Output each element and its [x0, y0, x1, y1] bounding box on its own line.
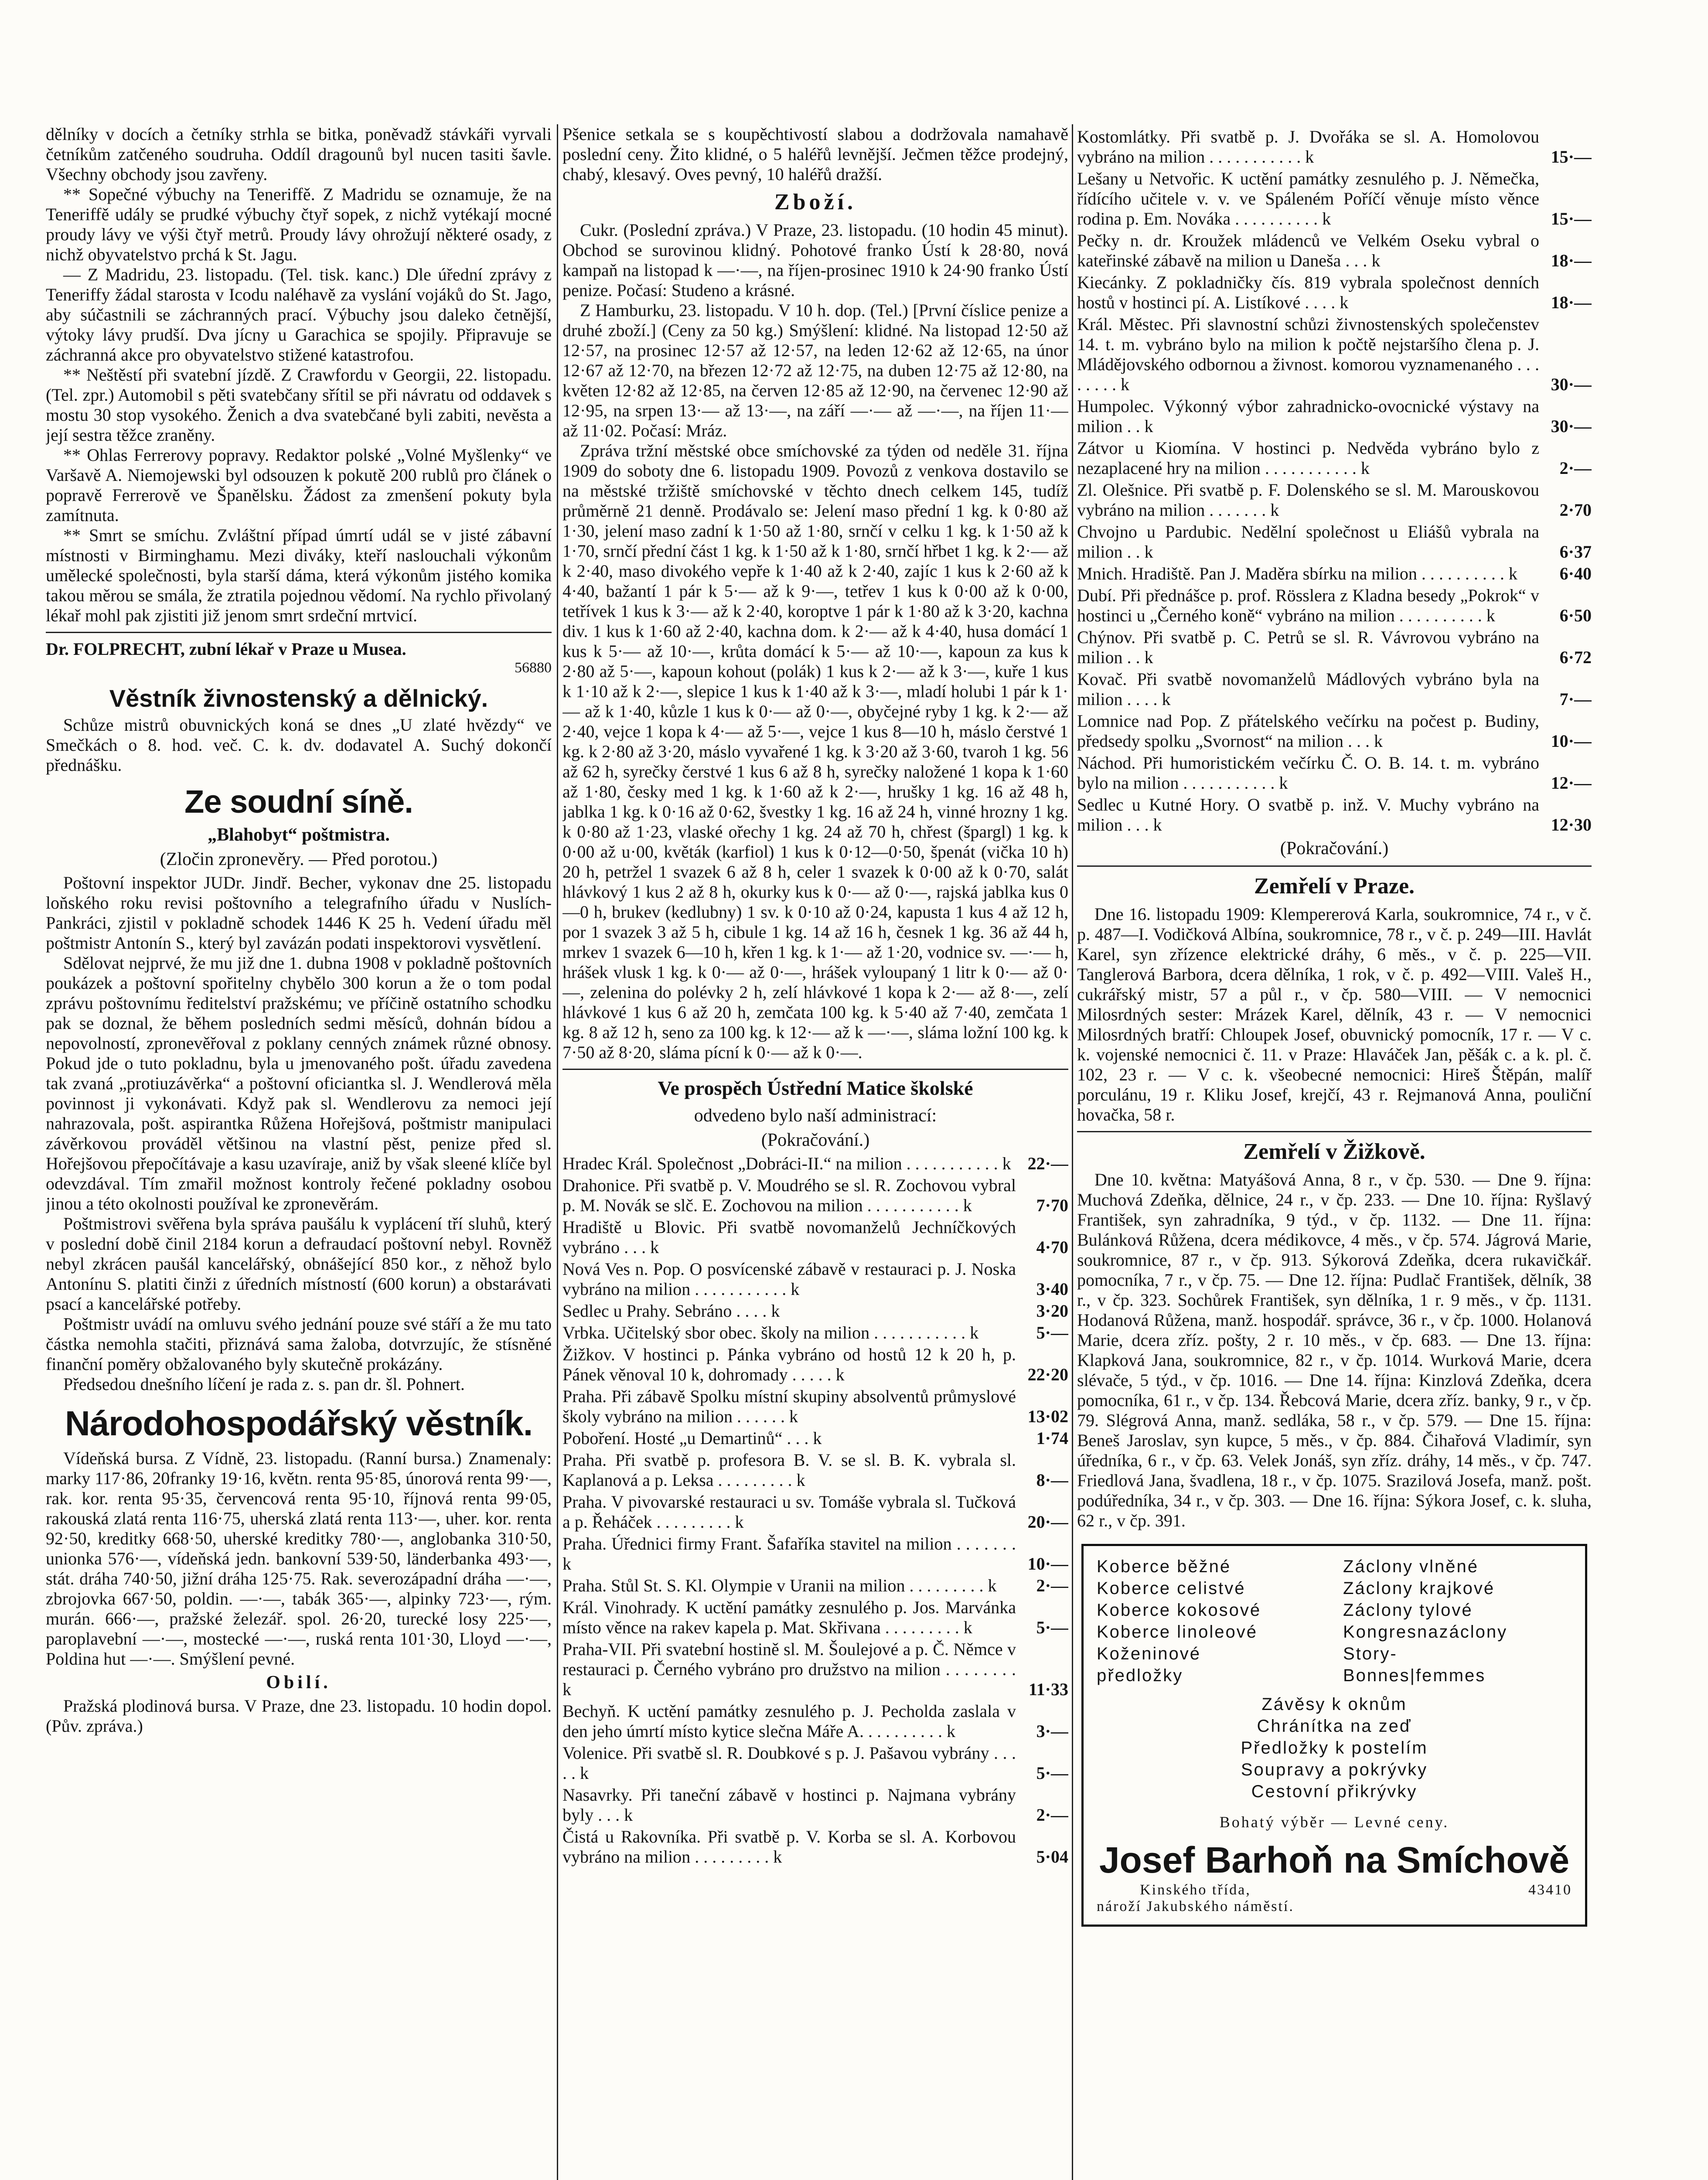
vestnik-paragraph: Schůze mistrů obuvnických koná se dnes „U zlaté hvězdy“ ve Smečkách o 8. hod. več. C. k. dv. dodavatel A. Suchý dokončí přednášku. [46, 715, 552, 775]
gift-text: Chýnov. Při svatbě p. C. Petrů se sl. R. Vávrovou vybráno na milion . . k [1077, 627, 1539, 667]
column-3 [1077, 124, 1592, 2180]
gift-amount: 6·40 [1559, 564, 1592, 583]
market-paragraph: Z Hamburku, 23. listopadu. V 10 h. dop. (Tel.) [První číslice penize a druhé zboží.] (Ceny za 50 kg.) Smýšlení: klidné. Na listopad 12·50 až 12·57, na prosinec 12·57 až 12·57, na leden 12·62 až 12·65, na únor 12·67 až 12·70, na březen 12·72 až 12·75, na duben 12·75 až 12·80, na květen 12·82 až 12·85, na červen 12·85 až 12·90, na červenec 12·90 až 12·95, na srpen 13·— až 13·—, na září —·— až —·—, na říjen 11·— až 11·02. Počasí: Mráz. [563, 300, 1068, 440]
court-paragraph: Poštovní inspektor JUDr. Jindř. Becher, vykonav dne 25. listopadu loňského roku revisi poštovního a telegrafního úřadu v Nuslích-Pankráci, zjistil v pokladně schodek 1446 K 25 h. Vedení úřadu měl poštmistr Antonín S., který byl zavázán podati inspektorovi vysvětlení. [46, 873, 552, 953]
gift-entry [563, 1534, 1068, 1574]
gift-amount: 2·70 [1559, 500, 1592, 520]
gift-amount: 18·— [1551, 251, 1592, 270]
carpet-advertisement [1081, 1544, 1587, 1927]
gift-text: Zl. Olešnice. Při svatbě p. F. Dolenského se sl. M. Marouskovou vybráno na milion . . . . . . . k [1077, 480, 1539, 520]
gift-text: Poboření. Hosté „u Demartinů“ . . . k [563, 1428, 822, 1448]
gift-text: Lomnice nad Pop. Z přátelského večírku na počest p. Budiny, předsedy spolku „Svornost“ na milion . . . k [1077, 711, 1539, 751]
ad-merchant-name: Josef Barhoň na Smíchově [1099, 1839, 1570, 1880]
deaths-paragraph: Dne 16. listopadu 1909: Klempererová Karla, soukromnice, 74 r., v č. p. 487—I. Vodičková Albína, soukromnice, 78 r., v č. p. 249—III. Havlát Karel, syn zřízence elektrické dráhy, 6 měs., v č. p. 225—VII. Tanglerová Barbora, dcera dělníka, 1 rok, v č. p. 492—VIII. Valeš H., cukrářský mistr, 57 a půl r., v čp. 580—VIII. — V nemocnici Milosrdných sester: Mrázek Karel, dělník, 43 r. — V nemocnici Milosrdných bratří: Chloupek Josef, obuvnický pomocník, 17 r. — V c. k. vojenské nemocnici č. 11. v Praze: Hlaváček Jan, pěšák c. a k. pl. č. 102, 23 r. — V c. k. všeobecné nemocnici: Hireš Štěpán, malíř porculánu, 19 r. Kliku Josef, krejčí, 43 r. Rejmanová Anna, pouliční hovačka, 58 r. [1077, 904, 1592, 1124]
column-rule-2 [1072, 124, 1073, 2180]
gift-entry [1077, 169, 1592, 229]
gift-amount: 3·— [1036, 1721, 1068, 1741]
column-rule-1 [557, 124, 558, 2180]
gift-amount: 7·70 [1036, 1196, 1068, 1215]
gift-entry [563, 1154, 1068, 1174]
gift-amount: 4·70 [1036, 1237, 1068, 1257]
gift-entry [1077, 314, 1592, 395]
court-subtitle: „Blahobyt“ poštmistra. [208, 825, 390, 845]
gift-amount: 6·37 [1559, 542, 1592, 562]
gift-amount: 8·— [1036, 1470, 1068, 1490]
gift-entry [563, 1827, 1068, 1867]
news-paragraph: ** Neštěstí při svatební jízdě. Z Crawfordu v Georgii, 22. listopadu. (Tel. zpr.) Automobil s pěti svatebčany sřítil se při návratu od oddavek s mostu 30 stop vysokého. Ženich a dva svatebčané byli zabiti, nevěsta a její sestra těžce zraněny. [46, 365, 552, 445]
ad-center-list: Závěsy k oknům Chránítka na zeď Předložky k postelím Soupravy a pokrývky Cestovní přikrývky [1241, 1695, 1428, 1801]
gift-amount: 12·— [1551, 773, 1592, 793]
gift-text: Kiecánky. Z pokladničky čís. 819 vybrala společnost denních hostů v hostinci pí. A. Listíkové . . . . k [1077, 272, 1539, 312]
column-2 [563, 124, 1068, 2180]
gift-text: Praha. V pivovarské restauraci u sv. Tomáše vybrala sl. Tučková a p. Řeháček . . . . . . . . . k [563, 1492, 1016, 1532]
gift-entry [1077, 480, 1592, 520]
gift-amount: 5·— [1036, 1618, 1068, 1637]
gift-entry [563, 1428, 1068, 1448]
economy-paragraph: Vídeňská bursa. Z Vídně, 23. listopadu. (Ranní bursa.) Znamenaly: marky 117·86, 20franky 19·16, květn. renta 95·85, únorová renta 99·—, rak. kor. renta 95·35, červencová renta 95·10, říjnová renta 99·05, rakouská zlatá renta 116·75, uherská zlatá renta 113·—, uher. kor. renta 92·50, kreditky 668·50, uherské kreditky 780·—, anglobanka 310·50, unionka 576·—, vídeňská jedn. bankovní 539·50, länderbanka 493·—, stát. dráha 740·50, jižní dráha 125·75. Rak. severozápadní dráha —·—, zbrojovka 667·50, poldin. —·—, tabák 365·—, alpinky 723·—, rým. murán. 666·—, pražské železář. spol. 26·20, turecké losy 225·—, paroplavební —·—, mostecké —·—, ruská renta 101·30, Lloyd —·—, Poldina hut —·—. Smýšlení pevné. [46, 1448, 552, 1669]
court-paragraph: Poštmistrovi svěřena byla správa paušálu k vyplácení tří sluhů, který v poslední době činil 2184 korun a defraudací poštovní nebyl. Rovněž nebyl zkrácen paušál kancelářský, obnášející 850 kor., z něhož bylo Antonínu S. platiti činži z úředních místností (600 korun) a obstarávati psací a kancelářské potřeby. [46, 1214, 552, 1314]
gift-entry [563, 1576, 1068, 1596]
gift-text: Náchod. Při humoristickém večírku Č. O. B. 14. t. m. vybráno bylo na milion . . . . . . . . . . . k [1077, 753, 1539, 793]
gift-amount: 11·33 [1028, 1679, 1068, 1699]
collection-subtitle-2: (Pokračování.) [761, 1130, 870, 1150]
gift-amount: 18·— [1551, 293, 1592, 312]
gift-text: Čistá u Rakovníka. Při svatbě p. V. Korba se sl. A. Korbovou vybráno na milion . . . . . . . . . k [563, 1827, 1016, 1867]
gift-text: Praha. Stůl St. S. Kl. Olympie v Uranii na milion . . . . . . . . . k [563, 1576, 997, 1595]
market-paragraph: Pšenice setkala se s koupěchtivostí slabou a dodržovala namahavě poslední ceny. Žito klidné, o 5 haléřů levnější. Ječmen těžce prodejný, chabý, klesavý. Oves pevný, 10 haléřů dražší. [563, 124, 1068, 184]
deaths-zizkov-title: Zemřelí v Žižkově. [1243, 1139, 1425, 1164]
gift-amount: 2·— [1036, 1805, 1068, 1825]
gift-text: Hradec Král. Společnost „Dobráci-II.“ na milion . . . . . . . . . . . k [563, 1154, 1011, 1173]
gift-text: Hradiště u Blovic. Při svatbě novomanželů Jechníčkových vybráno . . . k [563, 1217, 1016, 1257]
gift-entry [1077, 522, 1592, 562]
deaths-paragraph: Dne 10. května: Matyášová Anna, 8 r., v čp. 530. — Dne 9. října: Muchová Zdeňka, dělnice, 24 r., v čp. 233. — Dne 10. října: Ryšlavý František, syn zahradníka, 9 týd., v čp. 1132. — Dne 11. října: Bulánková Růžena, dcera médikovce, 4 měs., v čp. 574. Jágrová Marie, soukromnice, 87 r., v čp. 913. Sýkorová Zdeňka, dcera rukavičkář. pomocníka, 7 r., v čp. 75. — Dne 12. října: Pudlač František, dělník, 38 r., v čp. 323. Sochůrek František, syn dělníka, 1 r. 9 měs., v čp. 1131. Hodanová Růžena, manž. hospodář. správce, 36 r., v čp. 1000. Holanová Marie, dcera zříz. pošty, 2 r. 10 měs., v čp. 683. — Dne 13. října: Klapková Jana, soukromnice, 82 r., v čp. 1014. Wurková Marie, dcera slévače, 5 týd., v čp. 1016. — Dne 14. října: Kinzlová Zdeňka, dcera pomocníka, 61 r., v čp. 134. Řebcová Marie, dcera zříz. banky, 9 r., v čp. 79. Slégrová Anna, manž. sedláka, 58 r., v čp. 579. — Dne 15. října: Beneš Jaroslav, syn kupce, 5 měs., v čp. 884. Čihařová Vladimír, syn úředníka, 6 r., v čp. 63. Velek Jonáš, syn zříz. dráhy, 14 měs., v čp. 747. Friedlová Jana, švadlena, 18 r., v čp. 1075. Srazilová Josefa, manž. pošt. podúředníka, 34 r., v čp. 303. — Dne 16. října: Sýkora Josef, c. k. sluha, 62 r., v čp. 391. [1077, 1170, 1592, 1530]
collection-subtitle: odvedeno bylo naší administrací: [694, 1106, 937, 1126]
collection-title: Ve prospěch Ústřední Matice školské [658, 1077, 973, 1099]
news-paragraph: dělníky v docích a četníky strhla se bitka, poněvadž stávkáři vyrvali četníkům zatčeného soudruha. Oddíl dragounů byl nucen tasiti šavle. Všechny obchody jsou zavřeny. [46, 124, 552, 184]
gift-text: Zátvor u Kiomína. V hostinci p. Nedvěda vybráno bylo z nezaplacené hry na milion . . . . . . . . . . . k [1077, 438, 1539, 478]
gift-amount: 13·02 [1027, 1407, 1068, 1426]
gift-entry [1077, 753, 1592, 793]
gift-entry [563, 1785, 1068, 1825]
dentist-ad: Dr. FOLPRECHT, zubní lékař v Praze u Musea. [46, 639, 406, 659]
economy-paragraph: Pražská plodinová bursa. V Praze, dne 23. listopadu. 10 hodin dopol. (Pův. zpráva.) [46, 1696, 552, 1736]
deaths-praha-title: Zemřelí v Praze. [1254, 874, 1415, 899]
gift-entry [563, 1492, 1068, 1532]
gift-amount: 6·72 [1559, 647, 1592, 667]
gift-amount: 12·30 [1551, 815, 1592, 835]
market-paragraph: Zpráva tržní městské obce smíchovské za týden od neděle 31. října 1909 do soboty dne 6. listopadu 1909. Povozů z venkova dostavilo se na městské tržiště smíchovské v těchto dnech celkem 145, tudíž průměrně 21 denně. Prodávalo se: Jelení maso přední 1 kg. k 0·80 až 1·30, jelení maso zadní k 1·50 až 1·80, srnčí v celku 1 kg. k 1·50 až k 1·70, srnčí přední část 1 kg. k 1·50 až k 1·80, srnčí hřbet 1 kg. k 2·— až k 2·40, maso divokého vepře k 1·40 až k 2·40, zajíc 1 kus k 2·60 až k 4·40, bažantí 1 pár k 5·— až k 9·—, tetřev 1 kus k 0·00 až k 0·00, tetřívek 1 kus k 3·— až k 2·40, koroptve 1 pár k 1·80 až k 3·20, kachna div. 1 kus k 1·60 až 2·40, kachna dom. k 2·— až k 4·40, husa domácí 1 kus k 5·— až 10·—, krůta domácí k 5·— až 10·—, kapoun za kus k 2·80 až 5·—, kapoun kohout (polák) 1 kus k 2·— až k 3·—, kuře 1 kus k 1·10 až k 2·—, slepice 1 kus k 1·40 až k 3·—, mladí holubi 1 pár k 1·— až k 1·40, kůzle 1 kus k 0·— až 0·—, obyčejné ryby 1 kg. k 2·— až 2·40, vejce 1 kopa k 4·— až 5·—, vejce 1 kus 8—10 h, máslo čerstvé 1 kg. k 2·80 až 3·20, máslo vyvařené 1 kg. k 3·20 až 3·60, tvaroh 1 kg. 56 až 62 h, syrečky čerstvé 1 kus 6 až 8 h, syrečky naložené 1 kopa k 1·60 až 1·80, česky med 1 kg. k 1·60 až k 2·—, hrušky 1 kg. 16 až 48 h, jablka 1 kg. k 0·16 až 0·62, švestky 1 kg. 16 až 24 h, vinné hrozny 1 kg. k 0·80 až 1·23, vlaské ořechy 1 kg. 24 až 70 h, chřest (špargl) 1 kg. k 0·00 až u·00, květák (karfiol) 1 kus k 0·12—0·50, špenát (vička 10 h) 20 h, petržel 1 svazek 6 až 8 h, celer 1 svazek k 0·00 až k 0·70, salát hlávkový 1 kus 2 až 8 h, okurky kus k 0·— až 0·—, rajská jablka kus 0—0 h, brukev (kedlubny) 1 sv. k 0·10 až 0·24, kapusta 1 kus 4 až 12 h, por 1 svazek 3 až 5 h, cibule 1 kg. 14 až 16 h, česnek 1 kg. 36 až 44 h, mrkev 1 svazek 6—10 h, křen 1 kg. k 1·— až 1·20, vodnice sv. —·— h, hrášek vlusk 1 kg. k 0·— až 0·—, hrášek vyloupaný 1 litr k 0·— až 0·—, zelenina do polévky 2 h, zelí hlávkové 1 kopa k 2·— až 8·—, zelí hlávkové 1 kus 6 až 20 h, zemčata 100 kg. k 5·40 až 7·40, zemčata 1 kg. 8 až 12 h, seno za 100 kg. k 12·— až k —·—, sláma ložní 100 kg. k 7·50 až 8·20, sláma pícní k 0·— až k 0·—. [563, 441, 1068, 1062]
gift-text: Bechyň. K uctění památky zesnulého p. J. Pecholda zaslala v den jeho úmrtí místo kytice slečna Máře A. . . . . . . . . . k [563, 1701, 1016, 1741]
gift-entry [1077, 127, 1592, 167]
gift-text: Kostomlátky. Při svatbě p. J. Dvořáka se sl. A. Homolovou vybráno na milion . . . . . . . . . . . k [1077, 127, 1539, 167]
gift-amount: 10·— [1027, 1554, 1068, 1574]
gift-text: Sedlec u Kutné Hory. O svatbě p. inž. V. Muchy vybráno na milion . . . k [1077, 795, 1539, 835]
gift-entry [563, 1217, 1068, 1257]
gift-amount: 2·— [1036, 1576, 1068, 1595]
divider [46, 632, 552, 633]
gift-text: Drahonice. Při svatbě p. V. Moudrého se sl. R. Zochovou vybral p. M. Novák se slč. E. Zochovou na milion . . . . . . . . . . . k [563, 1175, 1016, 1215]
gift-text: Vrbka. Učitelský sbor obec. školy na milion . . . . . . . . . . . k [563, 1323, 979, 1342]
section-title-economy: Národohospodářský věstník. [65, 1404, 533, 1443]
gift-list [563, 1154, 1068, 1867]
court-subtitle-2: (Zločin zpronevěry. — Před porotou.) [160, 849, 438, 869]
gift-text: Král. Vinohrady. K uctění památky zesnulého p. Jos. Marvánka místo věnce na rakev kapela p. Mat. Skřivana . . . . . . . . . k [563, 1598, 1016, 1637]
gift-text: Pečky n. dr. Kroužek mládenců ve Velkém Oseku vybral o kateřinské zábavě na milion u Daneša . . . k [1077, 231, 1539, 270]
gift-entry [563, 1259, 1068, 1299]
news-paragraph: — Z Madridu, 23. listopadu. (Tel. tisk. kanc.) Dle úřední zprávy z Teneriffy žádal starosta v Icodu naléhavě za vyslání vojáků do St. Jago, aby súčastnili se záchranných prací. Výbuchy jsou daleko četnější, výtoky lávy prudší. Dva jícny u Garachica se spojily. Připravuje se záchranná akce pro obyvatelstvo stižené katastrofou. [46, 265, 552, 364]
column-1 [46, 124, 552, 2180]
ad-left-list: Koberce běžné Koberce celistvé Koberce kokosové Koberce linoleové Koženinové předložky [1097, 1557, 1261, 1685]
news-paragraph: ** Sopečné výbuchy na Teneriffě. Z Madridu se oznamuje, že na Teneriffě udály se prudké výbuchy čtyř sopek, z nichž vytékají mocné proudy lávy ve výši čtyř metrů. Proudy lávy ohrožují některé osady, z nichž obyvatelstvo prchá k St. Jagu. [46, 184, 552, 264]
gift-entry [1077, 586, 1592, 626]
ad-right-list: Záclony vlněné Záclony krajkové Záclony tylové Kongresnazáclony Story- Bonnes|femmes [1343, 1557, 1508, 1685]
gift-text: Praha. Při zábavě Spolku místní skupiny absolventů průmyslové školy vybráno na milion . . . . . . k [563, 1386, 1016, 1426]
gift-amount: 2·— [1559, 458, 1592, 478]
gift-entry [563, 1301, 1068, 1321]
news-paragraph: ** Smrt se smíchu. Zvláštní případ úmrtí udál se v jisté zábavní místnosti v Birminghamu. Mezi diváky, kteří naslouchali výkonům umělecké společnosti, byla starší dáma, která výkonům jistého komika takou měrou se smála, že ztratila pojednou vědomí. Na rychlo přivolaný lékař mohl pak zjistiti již jenom smrt srdeční mrtvicí. [46, 525, 552, 625]
court-paragraph: Poštmistr uvádí na omluvu svého jednání pouze své stáří a že mu tato částka nemohla stačiti, přiznává sama žaloba, dotvrzujíc, že stísněné finanční poměry obžalovaného byly skutečně prokázány. [46, 1314, 552, 1374]
goods-heading: Zboží. [774, 190, 857, 215]
gift-text: Lešany u Netvořic. K uctění památky zesnulého p. J. Němečka, řídícího učitele v. v. ve Spáleném Poříčí věnuje místo věnce rodina p. Em. Nováka . . . . . . . . . . k [1077, 169, 1539, 228]
gift-entry [563, 1639, 1068, 1700]
gift-amount: 1·74 [1036, 1428, 1068, 1448]
section-title-vestnik: Věstník živnostenský a dělnický. [109, 685, 488, 712]
gift-amount: 22·20 [1027, 1365, 1068, 1384]
gift-amount: 22·— [1027, 1154, 1068, 1173]
gift-amount: 20·— [1027, 1512, 1068, 1532]
gift-entry [563, 1598, 1068, 1638]
divider [1077, 865, 1592, 867]
gift-text: Nová Ves n. Pop. O posvícenské zábavě v restauraci p. J. Noska vybráno na milion . . . . . . . . . . . k [563, 1259, 1016, 1299]
market-paragraph: Cukr. (Poslední zpráva.) V Praze, 23. listopadu. (10 hodin 45 minut). Obchod se surovinou klidný. Pohotové franko Ústí k 28·80, nová kampaň na listopad k —·—, na říjen-prosinec 1910 k 24·90 franko Ústí penize. Počasí: Studeno a krásné. [563, 220, 1068, 300]
gift-entry [1077, 669, 1592, 709]
gift-text: Kovač. Při svatbě novomanželů Mádlových vybráno byla na milion . . . . k [1077, 669, 1539, 709]
gift-amount: 10·— [1551, 731, 1592, 751]
continuation-note: (Pokračování.) [1280, 838, 1389, 858]
gift-text: Praha. Úřednici firmy Frant. Šafaříka stavitel na milion . . . . . . . k [563, 1534, 1016, 1574]
divider [563, 1069, 1068, 1070]
gift-entry [563, 1345, 1068, 1385]
gift-amount: 30·— [1551, 416, 1592, 436]
gift-amount: 5·04 [1036, 1847, 1068, 1867]
gift-text: Žižkov. V hostinci p. Pánka vybráno od hostů 12 k 20 h, p. Pánek věnoval 10 k, dohromady . . . . . k [563, 1345, 1016, 1384]
gift-entry [1077, 627, 1592, 668]
divider [1077, 1131, 1592, 1132]
gift-entry [563, 1386, 1068, 1427]
gift-text: Nasavrky. Při taneční zábavě v hostinci p. Najmana vybrány byly . . . k [563, 1785, 1016, 1825]
gift-entry [563, 1743, 1068, 1783]
gift-list [1077, 127, 1592, 835]
ad-number: 56880 [515, 660, 552, 676]
ad-slogan: Bohatý výběr — Levné ceny. [1219, 1813, 1449, 1831]
court-paragraph: Předsedou dnešního líčení je rada z. s. pan dr. šl. Pohnert. [63, 1374, 465, 1394]
gift-text: Praha. Při svatbě p. profesora B. V. se sl. B. K. vybrala sl. Kaplanová a p. Leksa . . . . . . . . . k [563, 1450, 1016, 1490]
gift-amount: 3·40 [1036, 1279, 1068, 1299]
gift-amount: 15·— [1551, 209, 1592, 228]
gift-entry [1077, 438, 1592, 478]
gift-entry [563, 1175, 1068, 1216]
gift-entry [1077, 711, 1592, 751]
gift-text: Chvojno u Pardubic. Nedělní společnost u Eliášů vybrala na milion . . k [1077, 522, 1539, 562]
gift-amount: 3·20 [1036, 1301, 1068, 1321]
gift-amount: 6·50 [1559, 606, 1592, 625]
gift-text: Mnich. Hradiště. Pan J. Maděra sbírku na milion . . . . . . . . . . k [1077, 564, 1517, 583]
gift-entry [1077, 272, 1592, 313]
news-paragraph: ** Ohlas Ferrerovy popravy. Redaktor polské „Volné Myšlenky“ ve Varšavě A. Niemojewski byl odsouzen k pokutě 200 rublů pro článek o popravě Ferrerově ve Španělsku. Žádost za zmenšení pokuty byla zamítnuta. [46, 445, 552, 525]
gift-text: Sedlec u Prahy. Sebráno . . . . k [563, 1301, 780, 1321]
ad-address: Kinského třída, nároží Jakubského náměstí. 43410 [1097, 1882, 1572, 1914]
gift-text: Praha-VII. Při svatební hostině sl. M. Šoulejové a p. Č. Němce v restauraci p. Černého vybráno pro družstvo na milion . . . . . . . . k [563, 1639, 1016, 1699]
gift-entry [563, 1450, 1068, 1490]
gift-amount: 15·— [1551, 147, 1592, 167]
gift-text: Volenice. Při svatbě sl. R. Doubkové s p. J. Pašavou vybrány . . . . . k [563, 1743, 1016, 1783]
court-paragraph: Sdělovat nejprvé, že mu již dne 1. dubna 1908 v pokladně poštovních poukázek a poštovní spořitelny chybělo 300 korun a že o tom podal zprávu poštovnímu ředitelství pražskému; ve příčině ostatního schodku pak se doznal, že během posledních sedmi měsíců, dohnán bídou a nepovolností, zpronevěřoval z poklany cenných známek různé obnosy. Pokud jde o tuto pokladnu, byla u jmenovaného pošt. úřadu zavedena tak zvaná „protiuzávěrka“ a poštovní oficiantka sl. J. Wendlerová měla povinnost ji vykonávati. Když pak sl. Wendlerovu za nemoci její nahrazovala, pošt. aspirantka Růžena Hořejšová, poštmistr manipulaci závěrkovou prováděl většinou na vlastní pěst, penize před sl. Hořejšovou přepočítávaje a kasu uzavíraje, aniž by však sleené klíče byl odevzdával. Tím zmařil možnost kontroly řečené pokladny osobou jinou a této okolnosti používal ke zpronevěrám. [46, 953, 552, 1213]
gift-text: Král. Městec. Při slavnostní schůzi živnostenských společenstev 14. t. m. vybráno bylo na milion k počtě nejstaršího člena p. J. Mládějovského odbornou a živnost. komorou vyznamenaného . . . . . . . . k [1077, 314, 1539, 394]
gift-entry [563, 1701, 1068, 1741]
gift-text: Humpolec. Výkonný výbor zahradnicko-ovocnické výstavy na milion . . k [1077, 396, 1539, 436]
gift-entry [1077, 231, 1592, 271]
section-title-court: Ze soudní síně. [184, 783, 413, 820]
gift-text: Dubí. Při přednášce p. prof. Rösslera z Kladna besedy „Pokrok“ v hostinci u „Černého koně“ vybráno na milion . . . . . . . . . . k [1077, 586, 1539, 625]
gift-entry [563, 1323, 1068, 1343]
gift-amount: 7·— [1559, 689, 1592, 709]
gift-amount: 5·— [1036, 1763, 1068, 1783]
gift-amount: 30·— [1551, 375, 1592, 394]
gift-amount: 5·— [1036, 1323, 1068, 1342]
gift-entry [1077, 396, 1592, 436]
gift-entry [1077, 795, 1592, 835]
grain-heading: Obilí. [266, 1672, 331, 1693]
gift-entry [1077, 564, 1592, 584]
